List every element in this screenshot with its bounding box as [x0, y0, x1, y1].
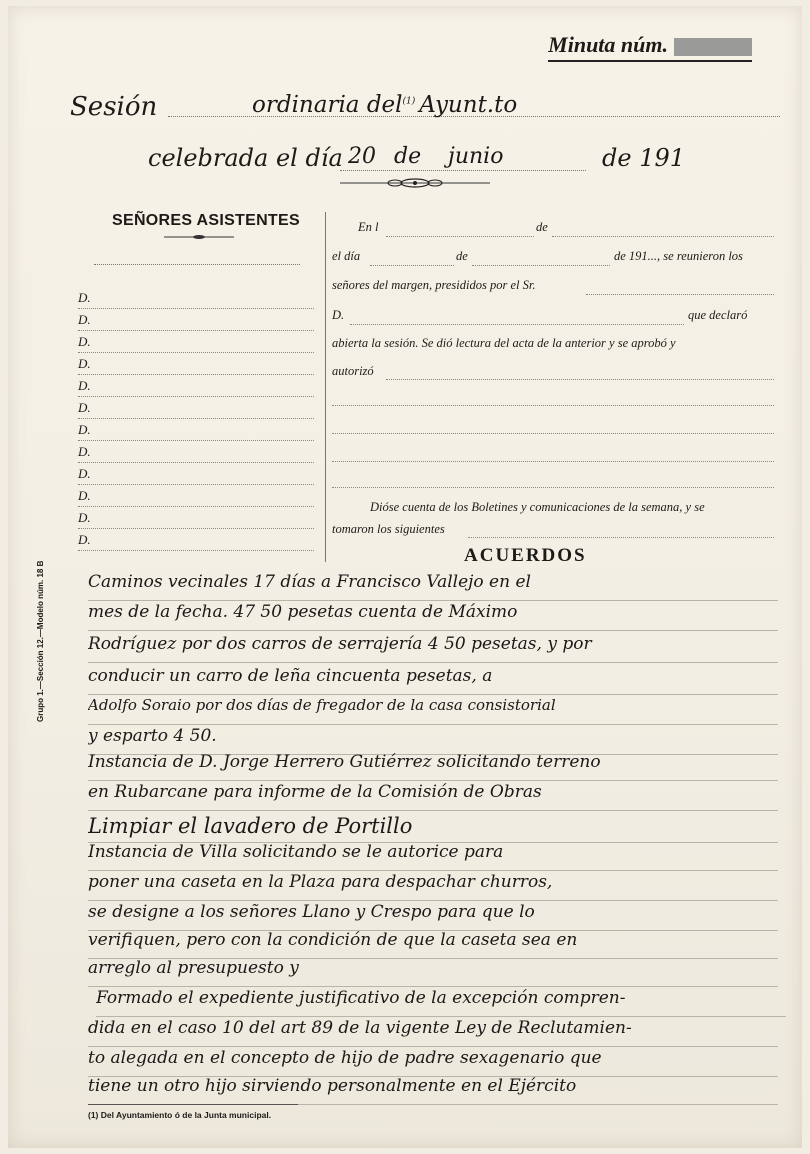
- form-line: [552, 235, 774, 237]
- handwritten-line: Caminos vecinales 17 días a Francisco Vallejo en el: [88, 572, 778, 601]
- handwritten-line: Formado el expediente justificativo de la excepción compren-: [96, 988, 786, 1017]
- asistente-row: D.: [78, 396, 314, 419]
- minuta-label: Minuta núm.: [548, 32, 668, 57]
- sesion-handwritten: ordinaria del$^{(1)}$ Ayunt.to: [252, 92, 518, 118]
- year: 191: [639, 144, 686, 172]
- form-line: [386, 378, 774, 380]
- form-line: [332, 486, 774, 488]
- asistente-row: D.: [78, 374, 314, 397]
- handwritten-line: to alegada en el concepto de hijo de padre sexagenario que: [88, 1048, 778, 1077]
- form-line: [332, 460, 774, 462]
- handwritten-line: Limpiar el lavadero de Portillo: [88, 814, 778, 843]
- handwritten-line: en Rubarcane para informe de la Comisión de Obras: [88, 782, 778, 811]
- form-line6: autorizó: [332, 364, 374, 378]
- column-divider: [325, 212, 326, 562]
- ornament-divider: [340, 176, 490, 190]
- form-line: [350, 323, 684, 325]
- handwritten-line: y esparto 4 50.: [88, 726, 778, 755]
- handwritten-line: Adolfo Soraio por dos días de fregador de la casa consistorial: [88, 696, 778, 725]
- asistente-row: D.: [78, 462, 314, 485]
- asistentes-title: SEÑORES ASISTENTES: [112, 212, 300, 229]
- form-line: [386, 235, 534, 237]
- handwritten-line: poner una caseta en la Plaza para despachar churros,: [88, 872, 778, 901]
- celebrada-label: celebrada el día: [148, 144, 343, 172]
- handwritten-line: se designe a los señores Llano y Crespo para que lo: [88, 902, 778, 931]
- handwritten-line: arreglo al presupuesto y: [88, 958, 778, 987]
- form-line: [332, 404, 774, 406]
- acuerdos-title: ACUERDOS: [464, 545, 587, 566]
- asistentes-top-line: [94, 264, 300, 265]
- form-line: [586, 293, 774, 295]
- form-de-2: de: [456, 249, 468, 263]
- form-line: [472, 264, 610, 266]
- form-line2-end: de 191..., se reunieron los: [614, 249, 743, 263]
- asistente-row: D.: [78, 418, 314, 441]
- minuta-header: [548, 32, 752, 62]
- form-diose-1: Dióse cuenta de los Boletines y comunicaciones de la semana, y se: [370, 500, 705, 514]
- handwritten-line: Instancia de Villa solicitando se le autorice para: [88, 842, 778, 871]
- form-line: [370, 264, 454, 266]
- form-el-dia: el día: [332, 249, 361, 263]
- form-line3: señores del margen, presididos por el Sr.: [332, 278, 536, 292]
- handwritten-line: tiene un otro hijo sirviendo personalmente en el Ejército: [88, 1076, 778, 1105]
- asistentes-ornament: [164, 234, 234, 240]
- form-line: [468, 536, 774, 538]
- document-page: [8, 6, 802, 1148]
- sesion-label: Sesión: [70, 92, 158, 122]
- handwritten-line: conducir un carro de leña cincuenta pesetas, a: [88, 666, 778, 695]
- handwritten-line: verifiquen, pero con la condición de que la caseta sea en: [88, 930, 778, 959]
- month-handwritten: junio: [448, 144, 504, 169]
- asistente-row: D.: [78, 330, 314, 353]
- asistente-row: D.: [78, 352, 314, 375]
- de-year: de 191: [602, 144, 686, 172]
- form-diose-2: tomaron los siguientes: [332, 522, 445, 536]
- asistente-row: D.: [78, 440, 314, 463]
- de-handwritten: de: [394, 144, 422, 169]
- form-d: D.: [332, 308, 345, 322]
- footnote: (1) Del Ayuntamiento ó de la Junta municipal.: [88, 1110, 272, 1120]
- asistente-row: D.: [78, 528, 314, 551]
- form-line: [332, 432, 774, 434]
- form-en: En l: [358, 220, 379, 234]
- side-note: Grupo 1.—Sección 12.—Modelo núm. 18 B: [36, 560, 45, 722]
- asistente-row: D.: [78, 286, 314, 309]
- day-handwritten: 20: [348, 144, 376, 169]
- handwritten-line: dida en el caso 10 del art 89 de la vigente Ley de Reclutamien-: [88, 1018, 778, 1047]
- handwritten-line: Rodríguez por dos carros de serrajería 4 50 pesetas, y por: [88, 634, 778, 663]
- form-de: de: [536, 220, 548, 234]
- minuta-number-box: [674, 38, 752, 56]
- celebrada-dotted-line: [340, 170, 586, 171]
- form-line5: abierta la sesión. Se dió lectura del acta de la anterior y se aprobó y: [332, 336, 676, 350]
- footnote-rule: [88, 1104, 298, 1105]
- asistente-row: D.: [78, 506, 314, 529]
- asistente-row: D.: [78, 484, 314, 507]
- handwritten-line: Instancia de D. Jorge Herrero Gutiérrez solicitando terreno: [88, 752, 778, 781]
- handwritten-line: mes de la fecha. 47 50 pesetas cuenta de Máximo: [88, 602, 778, 631]
- form-line4-end: que declaró: [688, 308, 748, 322]
- asistente-row: D.: [78, 308, 314, 331]
